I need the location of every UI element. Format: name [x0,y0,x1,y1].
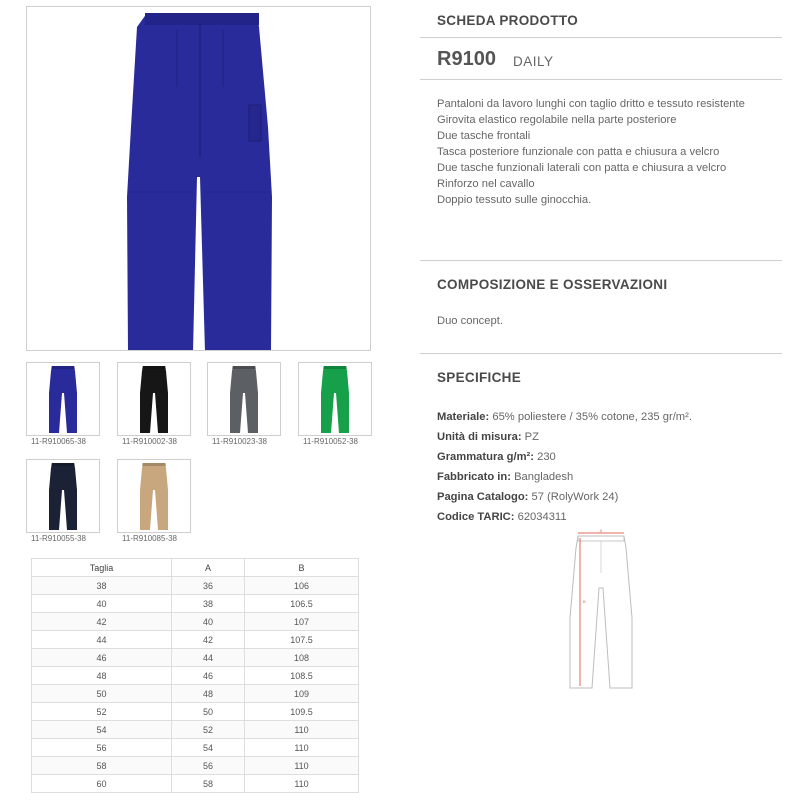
table-cell: 52 [32,703,172,721]
table-cell: 42 [172,631,245,649]
variant-thumbnail[interactable] [26,362,100,436]
variant-thumbnail[interactable] [117,362,191,436]
table-cell: 48 [32,667,172,685]
composition-title: COMPOSIZIONE E OSSERVAZIONI [437,277,668,292]
table-row [32,649,359,667]
table-cell: 109 [245,685,359,703]
table-cell: 40 [32,595,172,613]
trousers-icon [27,363,99,435]
table-cell: 58 [32,757,172,775]
table-row [32,739,359,757]
table-cell: 38 [32,577,172,595]
variant-code: 11-R910085-38 [122,534,178,543]
spec-label: Unità di misura: [437,431,522,443]
table-row [32,757,359,775]
table-cell: 48 [172,685,245,703]
table-cell: 46 [32,649,172,667]
table-cell: 44 [32,631,172,649]
table-cell: 54 [172,739,245,757]
table-cell: 56 [32,739,172,757]
table-cell: 46 [172,667,245,685]
table-cell: 106 [245,577,359,595]
table-row [32,595,359,613]
product-description [437,96,782,208]
spec-row [437,467,692,487]
table-row [32,631,359,649]
table-cell: 54 [32,721,172,739]
composition-text: Duo concept. [437,315,503,327]
size-table-header [32,559,359,577]
description-line: Due tasche frontali [437,130,531,142]
description-line: Rinforzo nel cavallo [437,178,535,190]
trousers-icon [299,363,371,435]
table-row [32,577,359,595]
measure-b-label: B [583,599,586,604]
table-row [32,667,359,685]
spec-row [437,427,692,447]
table-cell: 52 [172,721,245,739]
table-row [32,613,359,631]
variant-code: 11-R910052-38 [303,437,359,446]
size-table-header-cell: A [172,559,245,577]
spec-value: 57 (RolyWork 24) [531,491,619,503]
table-row [32,703,359,721]
description-line: Tasca posteriore funzionale con patta e chiusura a velcro [437,146,720,158]
table-cell: 38 [172,595,245,613]
spec-row [437,507,692,527]
description-line: Girovita elastico regolabile nella parte posteriore [437,114,677,126]
spec-value: Bangladesh [514,471,574,483]
table-cell: 107.5 [245,631,359,649]
divider [420,353,782,354]
trousers-illustration [27,7,370,350]
table-cell: 110 [245,757,359,775]
table-row [32,721,359,739]
spec-label: Pagina Catalogo: [437,491,529,503]
specs-list [437,407,692,527]
table-cell: 110 [245,739,359,757]
description-line: Pantaloni da lavoro lunghi con taglio dritto e tessuto resistente [437,98,745,110]
main-product-image [26,6,371,351]
description-line: Due tasche funzionali laterali con patta e chiusura a velcro [437,162,727,174]
size-table-header-cell: Taglia [32,559,172,577]
variant-code: 11-R910055-38 [31,534,87,543]
trousers-icon [27,460,99,532]
spec-label: Codice TARIC: [437,511,515,523]
variant-thumbnail[interactable] [207,362,281,436]
spec-label: Grammatura g/m²: [437,451,534,463]
specs-title: SPECIFICHE [437,370,522,385]
table-cell: 56 [172,757,245,775]
divider [420,37,782,38]
trousers-icon [118,460,190,532]
size-table [31,558,359,793]
table-cell: 44 [172,649,245,667]
spec-label: Materiale: [437,411,490,423]
spec-value: PZ [524,431,539,443]
table-cell: 36 [172,577,245,595]
trousers-icon [118,363,190,435]
table-cell: 109.5 [245,703,359,721]
product-code: R9100 [437,48,496,70]
table-cell: 58 [172,775,245,793]
spec-row [437,487,692,507]
table-cell: 107 [245,613,359,631]
table-row [32,685,359,703]
table-cell: 50 [32,685,172,703]
product-line: DAILY [513,54,554,69]
spec-row [437,407,692,427]
trousers-icon [208,363,280,435]
table-cell: 106.5 [245,595,359,613]
divider [420,260,782,261]
spec-label: Fabbricato in: [437,471,511,483]
table-cell: 42 [32,613,172,631]
variant-thumbnail[interactable] [298,362,372,436]
variant-thumbnail[interactable] [117,459,191,533]
size-table-header-cell: B [245,559,359,577]
table-cell: 50 [172,703,245,721]
table-cell: 40 [172,613,245,631]
spec-value: 230 [537,451,556,463]
variant-code: 11-R910023-38 [212,437,268,446]
spec-row [437,447,692,467]
table-cell: 108 [245,649,359,667]
measure-a-label: A [599,528,603,533]
table-row [32,775,359,793]
divider [420,79,782,80]
table-cell: 60 [32,775,172,793]
table-cell: 110 [245,721,359,739]
spec-value: 65% poliestere / 35% cotone, 235 gr/m². [492,411,692,423]
variant-thumbnail[interactable] [26,459,100,533]
description-line: Doppio tessuto sulle ginocchia. [437,194,592,206]
variant-code: 11-R910002-38 [122,437,178,446]
spec-value: 62034311 [517,511,567,523]
product-sheet-title: SCHEDA PRODOTTO [437,13,579,28]
table-cell: 108.5 [245,667,359,685]
measurement-diagram [562,528,640,692]
variant-code: 11-R910065-38 [31,437,87,446]
table-cell: 110 [245,775,359,793]
